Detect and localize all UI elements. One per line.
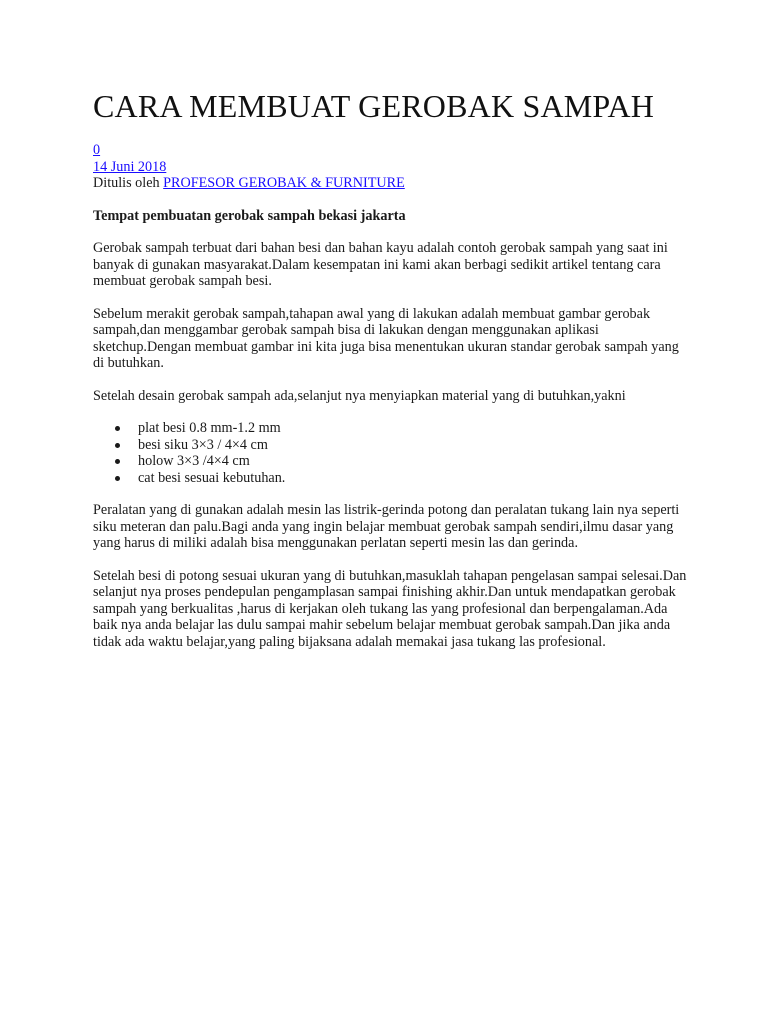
author-link[interactable]: PROFESOR GEROBAK & FURNITURE xyxy=(163,175,405,191)
bullet-icon xyxy=(115,443,120,448)
date-link[interactable]: 14 Juni 2018 xyxy=(93,158,167,175)
paragraph-process: Setelah besi di potong sesuai ukuran yang di butuhkan,masuklah tahapan pengelasan sampai selesai.Dan selanjut nya proses pendepulan pengamplasan sampai finishing akhir.Dan untuk mendapatkan gerobak sampah yang berkualitas ,harus di kerjakan oleh tukang las yang profesional dan berpengalaman.Ada baik nya anda belajar las dulu sampai mahir sebelum belajar membuat gerobak sampah.Dan jika anda tidak ada waktu belajar,yang paling bijaksana adalah memakai jasa tukang las profesional. xyxy=(93,567,687,650)
paragraph-materials-intro: Setelah desain gerobak sampah ada,selanjut nya menyiapkan material yang di butuhkan,yakni xyxy=(93,387,626,404)
materials-list xyxy=(93,420,693,486)
bullet-icon xyxy=(115,426,120,431)
article-title: CARA MEMBUAT GEROBAK SAMPAH xyxy=(93,88,655,124)
paragraph-tools: Peralatan yang di gunakan adalah mesin las listrik-gerinda potong dan peralatan tukang lain nya seperti siku meteran dan palu.Bagi anda yang ingin belajar membuat gerobak sampah sendiri,ilmu dasar yang yang harus di miliki adalah bisa menggunakan perlatan seperti mesin las dan gerinda. xyxy=(93,502,680,551)
list-item xyxy=(138,420,693,437)
list-item-text: holow 3×3 /4×4 cm xyxy=(138,453,250,469)
list-item-text: besi siku 3×3 / 4×4 cm xyxy=(138,436,268,453)
list-item-text: cat besi sesuai kebutuhan. xyxy=(138,469,286,486)
list-item xyxy=(138,453,693,470)
byline-prefix: Ditulis oleh xyxy=(93,175,164,191)
paragraph-design: Sebelum merakit gerobak sampah,tahapan awal yang di lakukan adalah membuat gambar gerobak sampah,dan menggambar gerobak sampah bisa di lakukan dengan menggunakan aplikasi sketchup.Dengan membuat gambar ini kita juga bisa menentukan ukuran standar gerobak sampah yang di butuhkan. xyxy=(93,305,679,371)
bullet-icon xyxy=(115,459,120,464)
bullet-icon xyxy=(115,476,120,481)
document-page xyxy=(93,88,693,650)
list-item xyxy=(138,470,693,487)
article-lead: Tempat pembuatan gerobak sampah bekasi jakarta xyxy=(93,207,406,224)
list-item-text: plat besi 0.8 mm-1.2 mm xyxy=(138,420,281,436)
paragraph-intro: Gerobak sampah terbuat dari bahan besi dan bahan kayu adalah contoh gerobak sampah yang saat ini banyak di gunakan masyarakat.Dalam kesempatan ini kami akan berbagi sedikit artikel tentang cara membuat gerobak sampah besi. xyxy=(93,240,668,289)
list-item xyxy=(138,437,693,454)
byline xyxy=(93,175,693,192)
comment-count-link[interactable]: 0 xyxy=(93,142,101,158)
article-meta xyxy=(93,142,693,192)
